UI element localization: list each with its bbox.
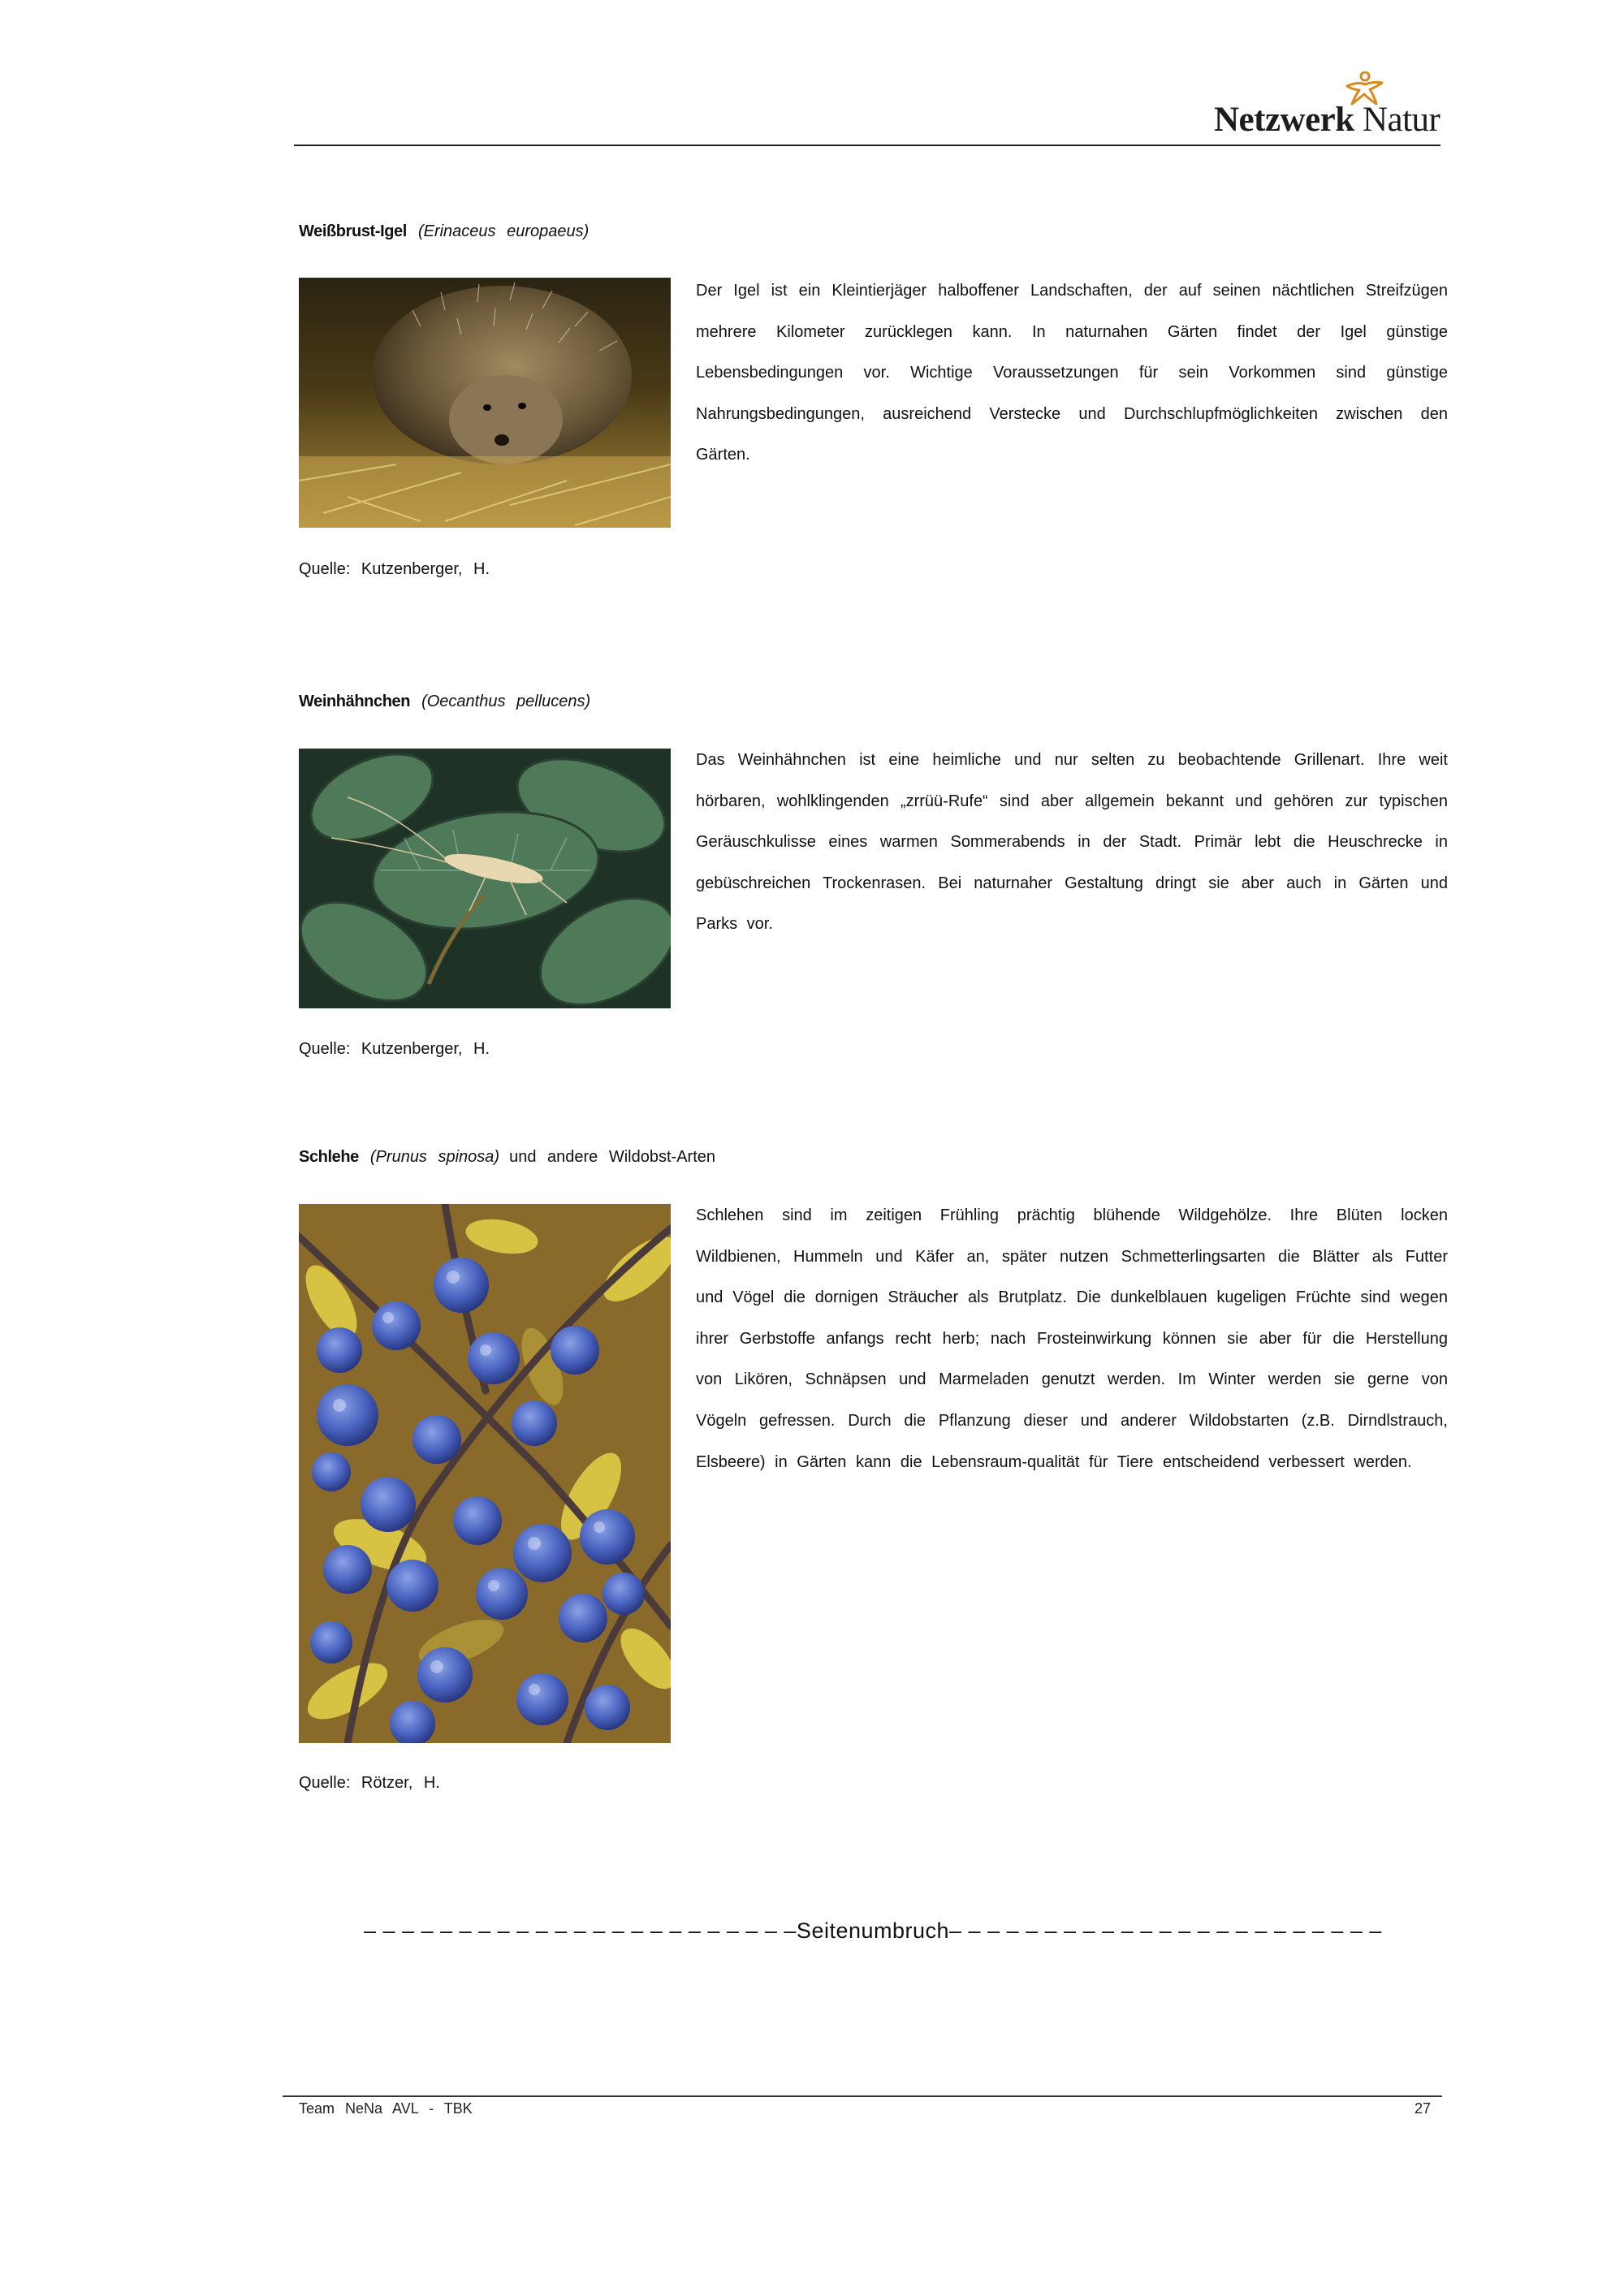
section-heading-hedgehog bbox=[299, 222, 589, 241]
latin-name: (Erinaceus europaeus) bbox=[417, 222, 590, 240]
section-heading-sloe bbox=[299, 1148, 715, 1167]
tree-cricket-photo bbox=[299, 749, 671, 1008]
latin-name: (Prunus spinosa) bbox=[369, 1148, 500, 1166]
heading-suffix: und andere Wildobst-Arten bbox=[509, 1148, 716, 1166]
latin-name: (Oecanthus pellucens) bbox=[421, 693, 591, 710]
section-text-sloe: Schlehen sind im zeitigen Frühling prächtig blühende Wildgehölze. Ihre Blüten locken Wildbienen, Hummeln und Käfer an, später nutzen Schmetterlingsarten die Blätter als Futter und Vögel die dornigen Sträucher als Brutplatz. Die dunkelblauen kugeligen Früchte sind wegen ihrer Gerbstoffe anfangs recht herb; nach Frosteinwirkung können sie aber für die Herstellung von Likören, Schnäpsen und Marmeladen genutzt werden. Im Winter werden sie gerne von Vögeln gefressen. Durch die Pflanzung dieser und anderer Wildobstarten (z.B. Dirndlstrauch, Elsbeere) in Gärten kann die Lebensraum-qualität für Tiere entscheidend verbessert werden. bbox=[696, 1206, 1448, 1471]
common-name: Weinhähnchen bbox=[299, 693, 411, 710]
footer-rule bbox=[283, 2095, 1442, 2097]
page-break-marker: – – – – – – – – – – – – – – – – – – – – – – –Seitenumbruch– – – – – – – – – – – – – – – – – – – – – – – bbox=[364, 1918, 1382, 1943]
logo-regular: Natur bbox=[1362, 101, 1440, 139]
hedgehog-photo bbox=[299, 278, 671, 528]
footer-team: Team NeNa AVL - TBK bbox=[299, 2100, 473, 2117]
page-number: 27 bbox=[1414, 2100, 1431, 2117]
section-heading-tree-cricket bbox=[299, 693, 590, 711]
section-text-hedgehog: Der Igel ist ein Kleintierjäger halboffener Landschaften, der auf seinen nächtlichen Streifzügen mehrere Kilometer zurücklegen kann. In naturnahen Gärten findet der Igel günstige Lebensbedingungen vor. Wichtige Voraussetzungen für sein Vorkommen sind günstige Nahrungsbedingungen, ausreichend Verstecke und Durchschlupfmöglichkeiten zwischen den Gärten. bbox=[696, 282, 1448, 464]
sloe-berries-photo bbox=[299, 1204, 671, 1743]
photo-source-tree-cricket: Quelle: Kutzenberger, H. bbox=[299, 1040, 490, 1058]
logo-wordmark bbox=[1214, 100, 1440, 140]
netzwerk-natur-logo bbox=[1210, 71, 1453, 145]
common-name: Schlehe bbox=[299, 1148, 359, 1166]
header-rule bbox=[294, 145, 1440, 146]
photo-source-sloe: Quelle: Rötzer, H. bbox=[299, 1774, 440, 1792]
logo-bold: Netzwerk bbox=[1214, 101, 1354, 139]
section-text-tree-cricket: Das Weinhähnchen ist eine heimliche und nur selten zu beobachtende Grillenart. Ihre weit hörbaren, wohlklingenden „zrrüü-Rufe“ sind aber allgemein bekannt und gehören zur typischen Geräuschkulisse eines warmen Sommerabends in der Stadt. Primär lebt die Heuschrecke in gebüschreichen Trockenrasen. Bei naturnaher Gestaltung dringt sie aber auch in Gärten und Parks vor. bbox=[696, 751, 1448, 934]
common-name: Weißbrust-Igel bbox=[299, 222, 407, 240]
photo-source-hedgehog: Quelle: Kutzenberger, H. bbox=[299, 560, 490, 578]
